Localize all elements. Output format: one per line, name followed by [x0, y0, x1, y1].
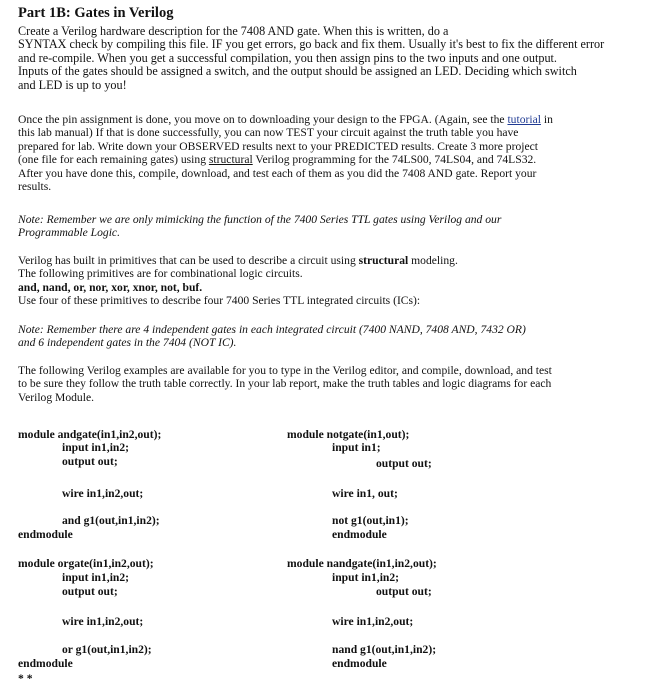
- text-line: Create a Verilog hardware description for the 7408 AND gate. When this is written, do a: [18, 24, 449, 38]
- text-line: and re-compile. When you get a successful compilation, you then assign pins to the two inputs and one output.: [18, 50, 557, 65]
- note-independent-gates: [18, 323, 640, 350]
- and-module-gate: and g1(out,in1,in2);: [62, 514, 160, 527]
- text-line: prepared for lab. Write down your OBSERVED results next to your PREDICTED results. Create 3 more project: [18, 139, 538, 153]
- bold-word: structural: [358, 254, 409, 267]
- text-line: Note: Remember we are only mimicking the function of the 7400 Series TTL gates using Verilog and our: [18, 213, 502, 226]
- text-line: Inputs of the gates should be assigned a switch, and the output should be assigned an LED. Deciding which switch: [18, 64, 577, 79]
- not-module-header: module notgate(in1,out);: [287, 428, 410, 441]
- or-module-output: output out;: [62, 585, 118, 598]
- text-line: The following primitives are for combinational logic circuits.: [18, 267, 303, 281]
- or-module-end: endmodule: [18, 657, 73, 670]
- pin-assignment-paragraph: [18, 113, 640, 193]
- text-line: Programmable Logic.: [18, 226, 120, 240]
- text-line: Note: Remember there are 4 independent gates in each integrated circuit (7400 NAND, 7408 AND, 7432 OR): [18, 323, 526, 336]
- note-mimicking: [18, 213, 640, 240]
- nand-module-gate: nand g1(out,in1,in2);: [332, 643, 437, 656]
- nand-module-header: module nandgate(in1,in2,out);: [287, 557, 437, 570]
- text-line: Verilog has built in primitives that can be used to describe a circuit using structural modeling.: [18, 254, 458, 267]
- not-module-end: endmodule: [332, 528, 387, 541]
- or-module-input: input in1,in2;: [62, 571, 130, 584]
- end-stars: * *: [18, 672, 33, 685]
- examples-paragraph: [18, 364, 640, 404]
- text-line: SYNTAX check by compiling this file. IF you get errors, go back and fix them. Usually it's best to fix the different error: [18, 37, 605, 52]
- and-module-wire: wire in1,in2,out;: [62, 487, 144, 500]
- and-module-header: module andgate(in1,in2,out);: [18, 428, 162, 441]
- and-module-output: output out;: [62, 455, 118, 468]
- and-module-end: endmodule: [18, 528, 73, 541]
- or-module-header: module orgate(in1,in2,out);: [18, 557, 154, 570]
- nand-module-wire: wire in1,in2,out;: [332, 615, 414, 628]
- text-line: Once the pin assignment is done, you move on to downloading your design to the FPGA. (Again, see the tutorial in: [18, 113, 553, 126]
- text-line: and 6 independent gates in the 7404 (NOT IC).: [18, 336, 237, 350]
- section-heading: Part 1B: Gates in Verilog: [18, 5, 174, 21]
- primitives-list: and, nand, or, nor, xor, xnor, not, buf.: [18, 280, 203, 294]
- not-module-wire: wire in1, out;: [332, 487, 398, 500]
- underlined-word: structural: [208, 153, 253, 167]
- text-line: Verilog Module.: [18, 390, 94, 404]
- text-line: to be sure they follow the truth table correctly. In your lab report, make the truth tables and logic diagrams for each: [18, 377, 552, 391]
- text-line: results.: [18, 180, 52, 194]
- not-module-gate: not g1(out,in1);: [332, 514, 409, 527]
- not-module-input: input in1;: [332, 441, 381, 454]
- and-module-input: input in1,in2;: [62, 441, 130, 454]
- or-module-gate: or g1(out,in1,in2);: [62, 643, 152, 656]
- text-line: this lab manual) If that is done successfully, you can now TEST your circuit against the truth table you have: [18, 126, 519, 140]
- text-line: After you have done this, compile, download, and test each of them as you did the 7408 AND gate. Report your: [18, 166, 537, 180]
- text-line: and LED is up to you!: [18, 77, 127, 92]
- text-line: The following Verilog examples are available for you to type in the Verilog editor, and compile, download, and test: [18, 364, 552, 377]
- nand-module-output: output out;: [376, 585, 432, 598]
- text-line: (one file for each remaining gates) using structural Verilog programming for the 74LS00, 74LS04, and 74LS32.: [18, 153, 537, 167]
- nand-module-input: input in1,in2;: [332, 571, 400, 584]
- or-module-wire: wire in1,in2,out;: [62, 615, 144, 628]
- not-module-output: output out;: [376, 457, 432, 470]
- nand-module-end: endmodule: [332, 657, 387, 670]
- intro-paragraph: [18, 25, 640, 92]
- text-line: Use four of these primitives to describe four 7400 Series TTL integrated circuits (ICs):: [18, 294, 421, 308]
- tutorial-link[interactable]: tutorial: [507, 113, 541, 126]
- primitives-paragraph: [18, 254, 640, 308]
